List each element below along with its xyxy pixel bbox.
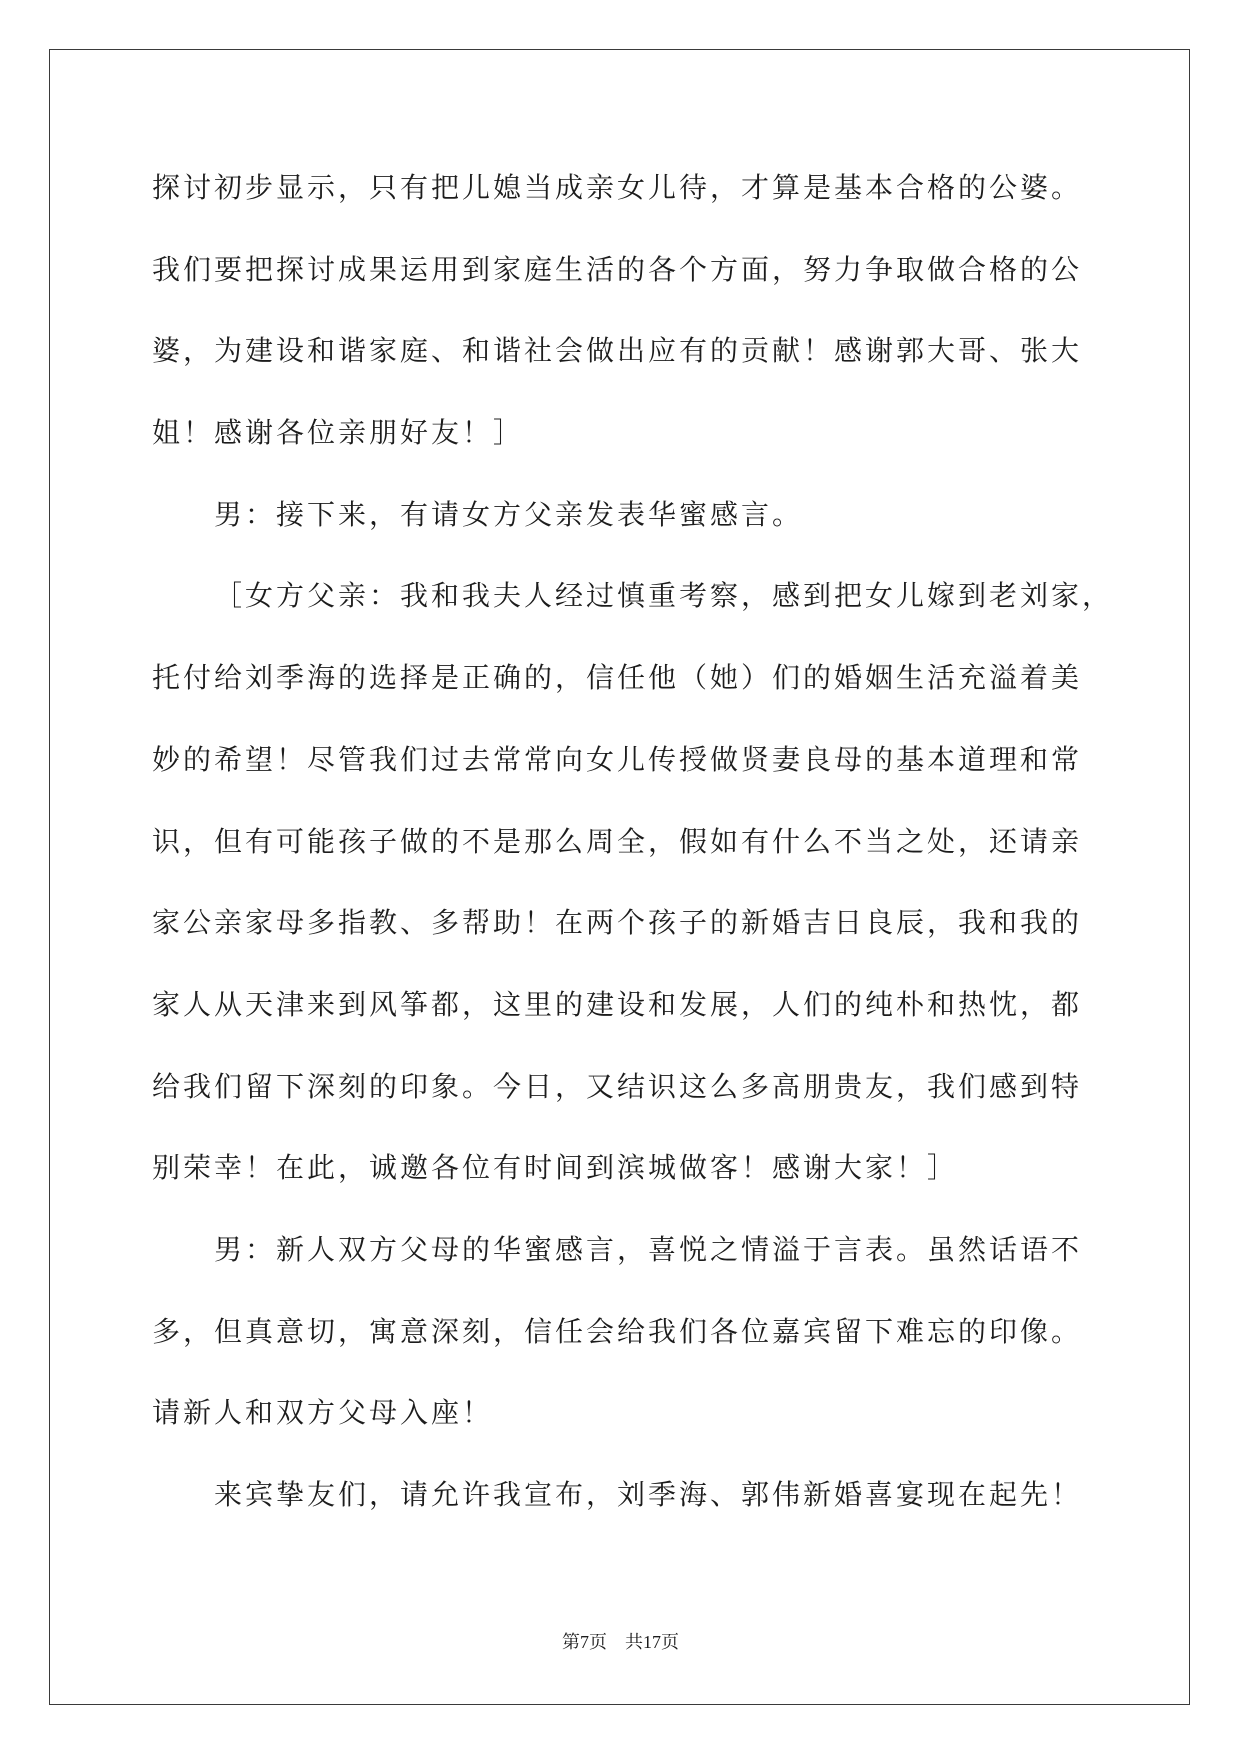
- text-line: 姐！感谢各位亲朋好友！］: [152, 416, 525, 450]
- paragraph: [152, 474, 1152, 556]
- paragraph: [152, 1454, 1152, 1536]
- text-line: 妙的希望！尽管我们过去常常向女儿传授做贤妻良母的基本道理和常: [152, 742, 1083, 776]
- text-line: 来宾挚友们，请允许我宣布，刘季海、郭伟新婚喜宴现在起先！: [214, 1478, 1083, 1511]
- text-line: 家公亲家母多指教、多帮助！在两个孩子的新婚吉日良辰，我和我的: [152, 906, 1083, 940]
- text-line: ［女方父亲：我和我夫人经过慎重考察，感到把女儿嫁到老刘家，: [214, 579, 1114, 613]
- text-line: 男：新人双方父母的华蜜感言，喜悦之情溢于言表。虽然话语不: [214, 1232, 1083, 1266]
- text-line: 婆，为建设和谐家庭、和谐社会做出应有的贡献！感谢郭大哥、张大: [152, 334, 1083, 368]
- page-total: 共17页: [625, 1632, 679, 1652]
- paragraph: [152, 555, 1152, 1209]
- text-line: 男：接下来，有请女方父亲发表华蜜感言。: [214, 497, 804, 531]
- paragraph: [152, 1209, 1152, 1454]
- text-line: 多，但真意切，寓意深刻，信任会给我们各位嘉宾留下难忘的印像。: [152, 1314, 1083, 1348]
- text-line: 探讨初步显示，只有把儿媳当成亲女儿待，才算是基本合格的公婆。: [152, 171, 1083, 204]
- page-footer: [0, 1629, 1241, 1655]
- page-number: 第7页: [562, 1632, 607, 1652]
- text-line: 家人从天津来到风筝都，这里的建设和发展，人们的纯朴和热忱，都: [152, 987, 1083, 1021]
- paragraph: [152, 147, 1152, 474]
- text-line: 识，但有可能孩子做的不是那么周全，假如有什么不当之处，还请亲: [152, 824, 1083, 858]
- text-line: 我们要把探讨成果运用到家庭生活的各个方面，努力争取做合格的公: [152, 252, 1083, 286]
- text-line: 别荣幸！在此，诚邀各位有时间到滨城做客！感谢大家！］: [152, 1151, 959, 1185]
- text-line: 给我们留下深刻的印象。今日，又结识这么多高朋贵友，我们感到特: [152, 1069, 1083, 1103]
- document-body: [152, 147, 1152, 1536]
- text-line: 请新人和双方父母入座！: [152, 1396, 494, 1430]
- text-line: 托付给刘季海的选择是正确的，信任他（她）们的婚姻生活充溢着美: [152, 661, 1083, 695]
